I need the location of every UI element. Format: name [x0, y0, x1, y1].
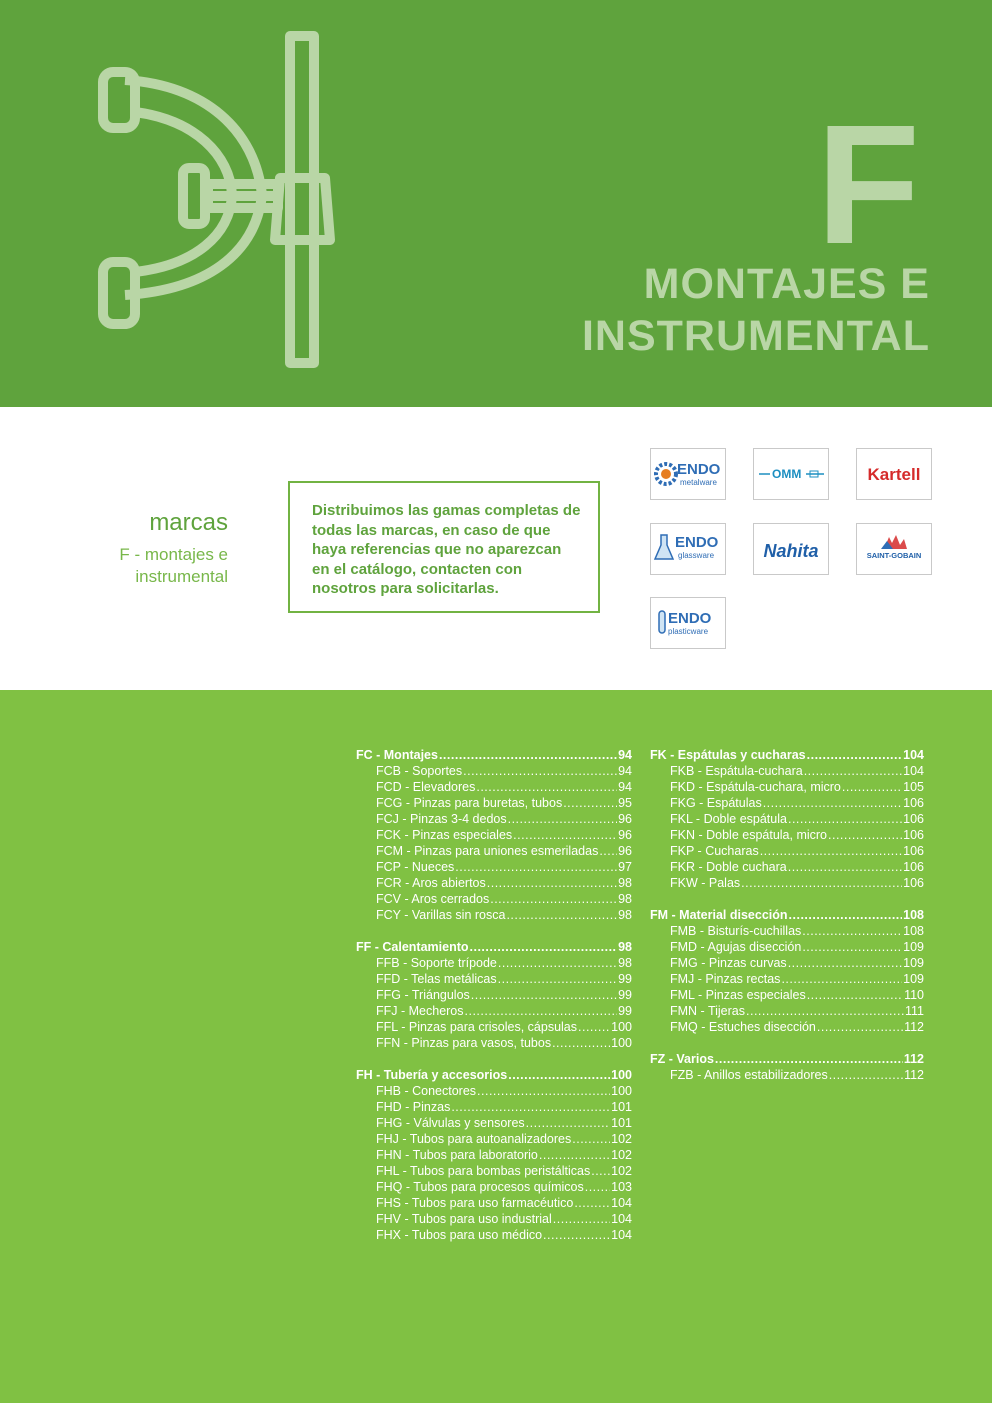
toc-item-page: 102 — [611, 1164, 632, 1178]
toc-item-label: FKR - Doble cuchara — [670, 860, 787, 874]
nahita-mark — [756, 527, 826, 571]
toc-heading-label: FM - Material disección — [650, 908, 788, 922]
toc-item-page: 106 — [903, 876, 924, 890]
toc-item-label: FCB - Soportes — [376, 764, 463, 778]
toc-item-label: FKD - Espátula-cuchara, micro — [670, 780, 841, 794]
toc-item[interactable] — [650, 827, 924, 843]
toc-item-page: 96 — [618, 844, 632, 858]
toc-item-label: FZB - Anillos estabilizadores — [670, 1068, 828, 1082]
toc-item[interactable] — [356, 1003, 632, 1019]
svg-text:Kartell: Kartell — [867, 465, 921, 484]
clamp-icon — [0, 0, 420, 407]
toc-item-page: 109 — [903, 940, 924, 954]
brands-section — [0, 407, 992, 690]
toc-item-page: 94 — [618, 780, 632, 794]
svg-text:Nahita: Nahita — [763, 541, 819, 561]
toc-item-label: FCP - Nueces — [376, 860, 455, 874]
omm-mark — [756, 452, 826, 496]
toc-item-page: 98 — [618, 892, 632, 906]
toc-item[interactable] — [650, 811, 924, 827]
toc-item-label: FCG - Pinzas para buretas, tubos — [376, 796, 563, 810]
toc-item-page: 104 — [611, 1212, 632, 1226]
logo-nahita — [753, 523, 829, 575]
toc-item-page: 104 — [611, 1196, 632, 1210]
toc-item[interactable] — [356, 1147, 632, 1163]
toc-item-label: FKW - Palas — [670, 876, 741, 890]
toc-heading-label: FF - Calentamiento — [356, 940, 469, 954]
table-of-contents — [0, 690, 992, 1403]
toc-item-label: FHG - Válvulas y sensores — [376, 1116, 525, 1130]
toc-item[interactable] — [650, 795, 924, 811]
toc-item[interactable] — [650, 779, 924, 795]
toc-item[interactable] — [356, 1227, 632, 1243]
toc-heading-page: 94 — [618, 748, 632, 762]
toc-item-page: 98 — [618, 956, 632, 970]
section-title — [582, 258, 930, 362]
toc-item-page: 101 — [611, 1100, 632, 1114]
toc-item-label: FMJ - Pinzas rectas — [670, 972, 781, 986]
toc-item-page: 112 — [904, 1068, 924, 1082]
toc-section — [356, 747, 632, 923]
toc-item[interactable] — [650, 763, 924, 779]
toc-item[interactable] — [650, 955, 924, 971]
toc-item[interactable] — [650, 923, 924, 939]
toc-item-page: 100 — [611, 1084, 632, 1098]
toc-item-page: 110 — [904, 988, 924, 1002]
toc-item-label: FFJ - Mecheros — [376, 1004, 464, 1018]
toc-item[interactable] — [650, 1067, 924, 1083]
toc-item-page: 99 — [618, 1004, 632, 1018]
toc-item-page: 100 — [611, 1020, 632, 1034]
toc-item-page: 109 — [903, 956, 924, 970]
toc-item[interactable] — [356, 907, 632, 923]
toc-item[interactable] — [356, 1179, 632, 1195]
toc-item[interactable] — [356, 1131, 632, 1147]
toc-item[interactable] — [650, 971, 924, 987]
toc-section — [356, 939, 632, 1051]
flask-icon — [653, 527, 723, 571]
brands-heading-block — [119, 508, 228, 588]
toc-section — [356, 1067, 632, 1243]
toc-item[interactable] — [356, 763, 632, 779]
toc-item-page: 109 — [903, 972, 924, 986]
toc-item-label: FHL - Tubos para bombas peristálticas — [376, 1164, 591, 1178]
toc-item-label: FHB - Conectores — [376, 1084, 477, 1098]
toc-item[interactable] — [356, 955, 632, 971]
toc-item-label: FFG - Triángulos — [376, 988, 470, 1002]
toc-item-label: FHX - Tubos para uso médico — [376, 1228, 543, 1242]
svg-text:ENDO: ENDO — [677, 461, 721, 478]
toc-item-page: 94 — [618, 764, 632, 778]
toc-item-page: 111 — [904, 1004, 924, 1018]
toc-item-label: FMB - Bisturís-cuchillas — [670, 924, 802, 938]
toc-item-label: FMD - Agujas disección — [670, 940, 802, 954]
toc-item-label: FMG - Pinzas curvas — [670, 956, 787, 970]
toc-item-label: FCK - Pinzas especiales — [376, 828, 513, 842]
toc-item-page: 95 — [618, 796, 632, 810]
brands-subtitle-2: instrumental — [135, 567, 228, 586]
saint-gobain-mark — [859, 527, 929, 571]
toc-item-label: FCY - Varillas sin rosca — [376, 908, 506, 922]
toc-item[interactable] — [650, 987, 924, 1003]
toc-item-page: 101 — [611, 1116, 632, 1130]
svg-text:OMM: OMM — [772, 467, 802, 481]
toc-item-page: 106 — [903, 828, 924, 842]
toc-heading-label: FZ - Varios — [650, 1052, 714, 1066]
toc-item-label: FMN - Tijeras — [670, 1004, 745, 1018]
toc-item-page: 106 — [903, 812, 924, 826]
toc-item-page: 99 — [618, 972, 632, 986]
toc-item[interactable] — [356, 1099, 632, 1115]
logo-kartell — [856, 448, 932, 500]
section-header — [0, 0, 992, 407]
toc-item-label: FFD - Telas metálicas — [376, 972, 497, 986]
toc-item-label: FKG - Espátulas — [670, 796, 762, 810]
title-line-1: MONTAJES E — [643, 260, 930, 308]
toc-item[interactable] — [356, 795, 632, 811]
toc-item[interactable] — [356, 1115, 632, 1131]
toc-heading-page: 98 — [618, 940, 632, 954]
toc-item-label: FCJ - Pinzas 3-4 dedos — [376, 812, 507, 826]
tube-icon — [653, 601, 723, 645]
toc-item-page: 112 — [904, 1020, 924, 1034]
toc-item[interactable] — [356, 827, 632, 843]
toc-section-heading[interactable] — [356, 1067, 632, 1083]
svg-text:ENDO: ENDO — [668, 610, 712, 627]
toc-item[interactable] — [356, 1163, 632, 1179]
svg-text:SAINT-GOBAIN: SAINT-GOBAIN — [866, 551, 922, 560]
toc-item-page: 103 — [611, 1180, 632, 1194]
toc-item-label: FCR - Aros abiertos — [376, 876, 486, 890]
toc-section-heading[interactable] — [650, 1051, 924, 1067]
toc-item-label: FHQ - Tubos para procesos químicos — [376, 1180, 584, 1194]
brands-heading: marcas — [149, 509, 228, 536]
toc-item[interactable] — [356, 1083, 632, 1099]
toc-item[interactable] — [356, 859, 632, 875]
toc-item-label: FHN - Tubos para laboratorio — [376, 1148, 538, 1162]
section-letter: F — [816, 90, 920, 280]
toc-item-label: FCD - Elevadores — [376, 780, 476, 794]
toc-item[interactable] — [356, 1035, 632, 1051]
toc-heading-label: FC - Montajes — [356, 748, 438, 762]
toc-item-label: FCM - Pinzas para uniones esmeriladas — [376, 844, 599, 858]
toc-item[interactable] — [356, 1195, 632, 1211]
toc-item-page: 104 — [903, 764, 924, 778]
toc-heading-page: 100 — [611, 1068, 632, 1082]
toc-section-heading[interactable] — [356, 747, 632, 763]
toc-item-page: 108 — [903, 924, 924, 938]
toc-item-label: FFN - Pinzas para vasos, tubos — [376, 1036, 552, 1050]
toc-heading-label: FH - Tubería y accesorios — [356, 1068, 508, 1082]
toc-item[interactable] — [356, 811, 632, 827]
toc-item[interactable] — [356, 779, 632, 795]
toc-heading-page: 112 — [903, 1052, 924, 1066]
toc-item-label: FHS - Tubos para uso farmacéutico — [376, 1196, 574, 1210]
toc-item-page: 98 — [618, 908, 632, 922]
logo-saint-gobain — [856, 523, 932, 575]
toc-heading-page: 108 — [903, 908, 924, 922]
brands-subtitle-1: F - montajes e — [119, 545, 228, 564]
toc-item-label: FMQ - Estuches disección — [670, 1020, 816, 1034]
toc-item-page: 102 — [611, 1148, 632, 1162]
toc-item-page: 100 — [611, 1036, 632, 1050]
toc-item-page: 98 — [618, 876, 632, 890]
toc-item-page: 104 — [611, 1228, 632, 1242]
toc-item-label: FFB - Soporte trípode — [376, 956, 497, 970]
toc-item-page: 96 — [618, 812, 632, 826]
toc-item-page: 99 — [618, 988, 632, 1002]
toc-section — [650, 1051, 924, 1083]
toc-section — [650, 907, 924, 1035]
svg-text:plasticware: plasticware — [668, 627, 709, 636]
toc-section-heading[interactable] — [650, 747, 924, 763]
toc-item-page: 105 — [903, 780, 924, 794]
toc-section-heading[interactable] — [650, 907, 924, 923]
toc-item-label: FCV - Aros cerrados — [376, 892, 490, 906]
toc-item-page: 106 — [903, 796, 924, 810]
toc-item-label: FKL - Doble espátula — [670, 812, 787, 826]
gear-icon — [653, 452, 723, 496]
kartell-mark — [859, 452, 929, 496]
toc-item[interactable] — [650, 939, 924, 955]
toc-item[interactable] — [356, 1211, 632, 1227]
toc-item-label: FKN - Doble espátula, micro — [670, 828, 828, 842]
toc-item[interactable] — [650, 875, 924, 891]
toc-item-label: FFL - Pinzas para crisoles, cápsulas — [376, 1020, 578, 1034]
toc-item[interactable] — [650, 843, 924, 859]
toc-item[interactable] — [356, 843, 632, 859]
toc-item-page: 96 — [618, 828, 632, 842]
toc-section-heading[interactable] — [356, 939, 632, 955]
logo-endo-metalware — [650, 448, 726, 500]
toc-item[interactable] — [650, 1003, 924, 1019]
toc-item[interactable] — [356, 987, 632, 1003]
toc-item[interactable] — [356, 1019, 632, 1035]
title-line-2: INSTRUMENTAL — [581, 312, 930, 360]
svg-text:metalware: metalware — [680, 478, 717, 487]
toc-item[interactable] — [650, 859, 924, 875]
toc-item-label: FHJ - Tubos para autoanalizadores — [376, 1132, 572, 1146]
toc-section — [650, 747, 924, 891]
toc-item-label: FHD - Pinzas — [376, 1100, 451, 1114]
toc-item-page: 97 — [618, 860, 632, 874]
toc-item-label: FKB - Espátula-cuchara — [670, 764, 803, 778]
toc-item-label: FML - Pinzas especiales — [670, 988, 806, 1002]
brands-note: Distribuimos las gamas completas de todas las marcas, en caso de que haya referencias que no aparezcan en el catálogo, contacten con nosotros para solicitarlas. — [288, 481, 600, 613]
toc-heading-label: FK - Espátulas y cucharas — [650, 748, 806, 762]
toc-item[interactable] — [650, 1019, 924, 1035]
toc-item[interactable] — [356, 875, 632, 891]
toc-column-left — [356, 747, 632, 1259]
svg-text:ENDO: ENDO — [675, 534, 719, 551]
logo-endo-plasticware — [650, 597, 726, 649]
toc-column-right — [650, 747, 924, 1099]
svg-text:glassware: glassware — [678, 551, 715, 560]
toc-item-label: FKP - Cucharas — [670, 844, 759, 858]
toc-item-page: 102 — [611, 1132, 632, 1146]
toc-item-label: FHV - Tubos para uso industrial — [376, 1212, 552, 1226]
logo-omm — [753, 448, 829, 500]
toc-item-page: 106 — [903, 860, 924, 874]
logo-endo-glassware — [650, 523, 726, 575]
toc-heading-page: 104 — [903, 748, 924, 762]
toc-item[interactable] — [356, 971, 632, 987]
toc-item[interactable] — [356, 891, 632, 907]
toc-item-page: 106 — [903, 844, 924, 858]
